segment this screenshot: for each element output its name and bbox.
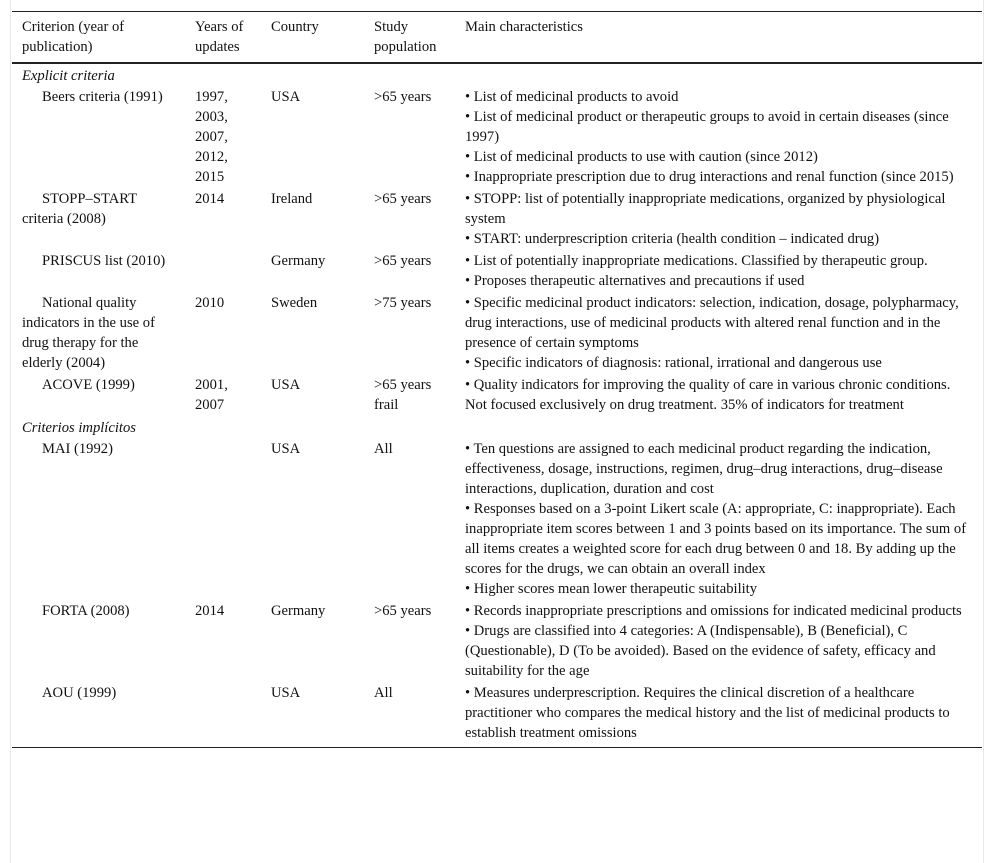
criterion-name: National quality indicators in the use of drug therapy for the elderly (2004) — [22, 295, 155, 371]
main-characteristics-cell — [455, 438, 982, 600]
update-year: 2007 — [195, 397, 225, 413]
characteristic-bullet: • Proposes therapeutic alternatives and precautions if used — [465, 273, 805, 289]
country-cell: Ireland — [271, 191, 313, 207]
criterion-cell — [12, 250, 185, 292]
characteristic-bullet: • Drugs are classified into 4 categories: A (Indispensable), B (Beneficial), C (Questionable), D (To be avoided). Based on the evidence of safety, efficacy and suitability for the age — [465, 623, 936, 679]
country-cell: Germany — [271, 603, 326, 619]
update-year: 2015 — [195, 169, 225, 185]
characteristic-bullet: • Specific medicinal product indicators: selection, indication, dosage, polypharmacy, drug interactions, use of medicinal products with altered renal function and in the presence of certain symptoms — [465, 295, 959, 351]
characteristic-bullet: • List of medicinal product or therapeutic groups to avoid in certain diseases (since 1997) — [465, 109, 949, 145]
characteristic-bullet: • Records inappropriate prescriptions and omissions for indicated medicinal products — [465, 603, 962, 619]
criterion-cell — [12, 188, 185, 250]
table-row — [12, 250, 982, 292]
update-year: 2012, — [195, 149, 228, 165]
country-cell: USA — [271, 89, 301, 105]
update-year: 1997, — [195, 89, 228, 105]
characteristic-bullet: • Higher scores mean lower therapeutic suitability — [465, 581, 758, 597]
header-criterion: Criterion (year of publication) — [12, 12, 185, 64]
country-cell: Germany — [271, 253, 326, 269]
section-row — [12, 416, 982, 438]
header-country: Country — [261, 12, 364, 64]
characteristic-bullet: • Measures underprescription. Requires the clinical discretion of a healthcare practitioner who compares the medical history and the list of medicinal products to establish treatment omissions — [465, 685, 950, 741]
main-characteristics-cell — [455, 600, 982, 682]
country-cell: USA — [271, 377, 301, 393]
main-characteristics-cell — [455, 374, 982, 416]
study-population-cell: >65 years — [374, 603, 432, 619]
years-of-updates-cell — [185, 250, 261, 292]
characteristic-bullet: • List of medicinal products to use with caution (since 2012) — [465, 149, 818, 165]
criterion-name: STOPP–START criteria (2008) — [22, 191, 137, 227]
criterion-name: PRISCUS list (2010) — [42, 253, 166, 269]
study-population-cell: >75 years — [374, 295, 432, 311]
characteristic-bullet: • STOPP: list of potentially inappropriate medications, organized by physiological system — [465, 191, 946, 227]
update-year: 2014 — [195, 603, 225, 619]
study-population-cell: All — [374, 441, 393, 457]
years-of-updates-cell — [185, 438, 261, 600]
criterion-name: FORTA (2008) — [42, 603, 130, 619]
main-characteristics-cell — [455, 250, 982, 292]
table-row — [12, 86, 982, 188]
criterion-name: AOU (1999) — [42, 685, 117, 701]
update-year: 2001, — [195, 377, 228, 393]
table-row — [12, 682, 982, 748]
characteristic-bullet: • START: underprescription criteria (health condition – indicated drug) — [465, 231, 880, 247]
characteristic-bullet: • Specific indicators of diagnosis: rational, irrational and dangerous use — [465, 355, 882, 371]
years-of-updates-cell — [185, 188, 261, 250]
header-years-of-updates: Years of updates — [185, 12, 261, 64]
study-population-cell: >65 years frail — [374, 377, 432, 413]
characteristic-bullet: • Responses based on a 3-point Likert scale (A: appropriate, C: inappropriate). Each inappropriate item scores between 1 and 3 points based on its importance. The sum of all items creates a weighted score for each drug between 0 and 18. By adding up the scores for the drugs, we can obtain an overall index — [465, 501, 967, 577]
criterion-cell — [12, 292, 185, 374]
criterion-cell — [12, 682, 185, 748]
characteristic-bullet: • Inappropriate prescription due to drug interactions and renal function (since 2015) — [465, 169, 954, 185]
update-year: 2014 — [195, 191, 225, 207]
criterion-cell — [12, 86, 185, 188]
study-population-cell: >65 years — [374, 253, 432, 269]
criterion-cell — [12, 438, 185, 600]
table-row — [12, 374, 982, 416]
table-row — [12, 600, 982, 682]
characteristic-bullet: • List of potentially inappropriate medications. Classified by therapeutic group. — [465, 253, 928, 269]
table-body — [12, 63, 982, 748]
characteristic-bullet: • List of medicinal products to avoid — [465, 89, 679, 105]
update-year: 2007, — [195, 129, 228, 145]
section-title: Explicit criteria — [22, 68, 115, 84]
table-row — [12, 438, 982, 600]
table-header-row — [12, 12, 982, 64]
years-of-updates-cell — [185, 600, 261, 682]
document-page — [10, 0, 984, 863]
main-characteristics-cell — [455, 682, 982, 748]
characteristic-bullet: • Quality indicators for improving the quality of care in various chronic conditions. Not focused exclusively on drug treatment. 35% of indicators for treatment — [465, 377, 951, 413]
criterion-cell — [12, 600, 185, 682]
main-characteristics-cell — [455, 86, 982, 188]
header-study-population: Study population — [364, 12, 455, 64]
criterion-name: ACOVE (1999) — [42, 377, 135, 393]
update-year: 2010 — [195, 295, 225, 311]
criterion-name: Beers criteria (1991) — [42, 89, 163, 105]
country-cell: USA — [261, 682, 364, 748]
study-population-cell: >65 years — [374, 191, 432, 207]
main-characteristics-cell — [455, 292, 982, 374]
section-row — [12, 63, 982, 86]
criterion-cell — [12, 374, 185, 416]
characteristic-bullet: • Ten questions are assigned to each medicinal product regarding the indication, effectiveness, dosage, instructions, regimen, drug–drug interactions, drug–disease interactions, duplication, duration and cost — [465, 441, 943, 497]
criterion-name: MAI (1992) — [42, 441, 113, 457]
criteria-table — [12, 11, 982, 748]
table-row — [12, 188, 982, 250]
study-population-cell: >65 years — [374, 89, 432, 105]
country-cell: Sweden — [271, 295, 318, 311]
main-characteristics-cell — [455, 188, 982, 250]
years-of-updates-cell — [185, 86, 261, 188]
table-row — [12, 292, 982, 374]
country-cell: USA — [271, 441, 301, 457]
header-main-characteristics: Main characteristics — [455, 12, 982, 64]
years-of-updates-cell — [185, 682, 261, 748]
years-of-updates-cell — [185, 374, 261, 416]
years-of-updates-cell — [185, 292, 261, 374]
section-title: Criterios implícitos — [22, 420, 136, 436]
study-population-cell: All — [364, 682, 455, 748]
update-year: 2003, — [195, 109, 228, 125]
